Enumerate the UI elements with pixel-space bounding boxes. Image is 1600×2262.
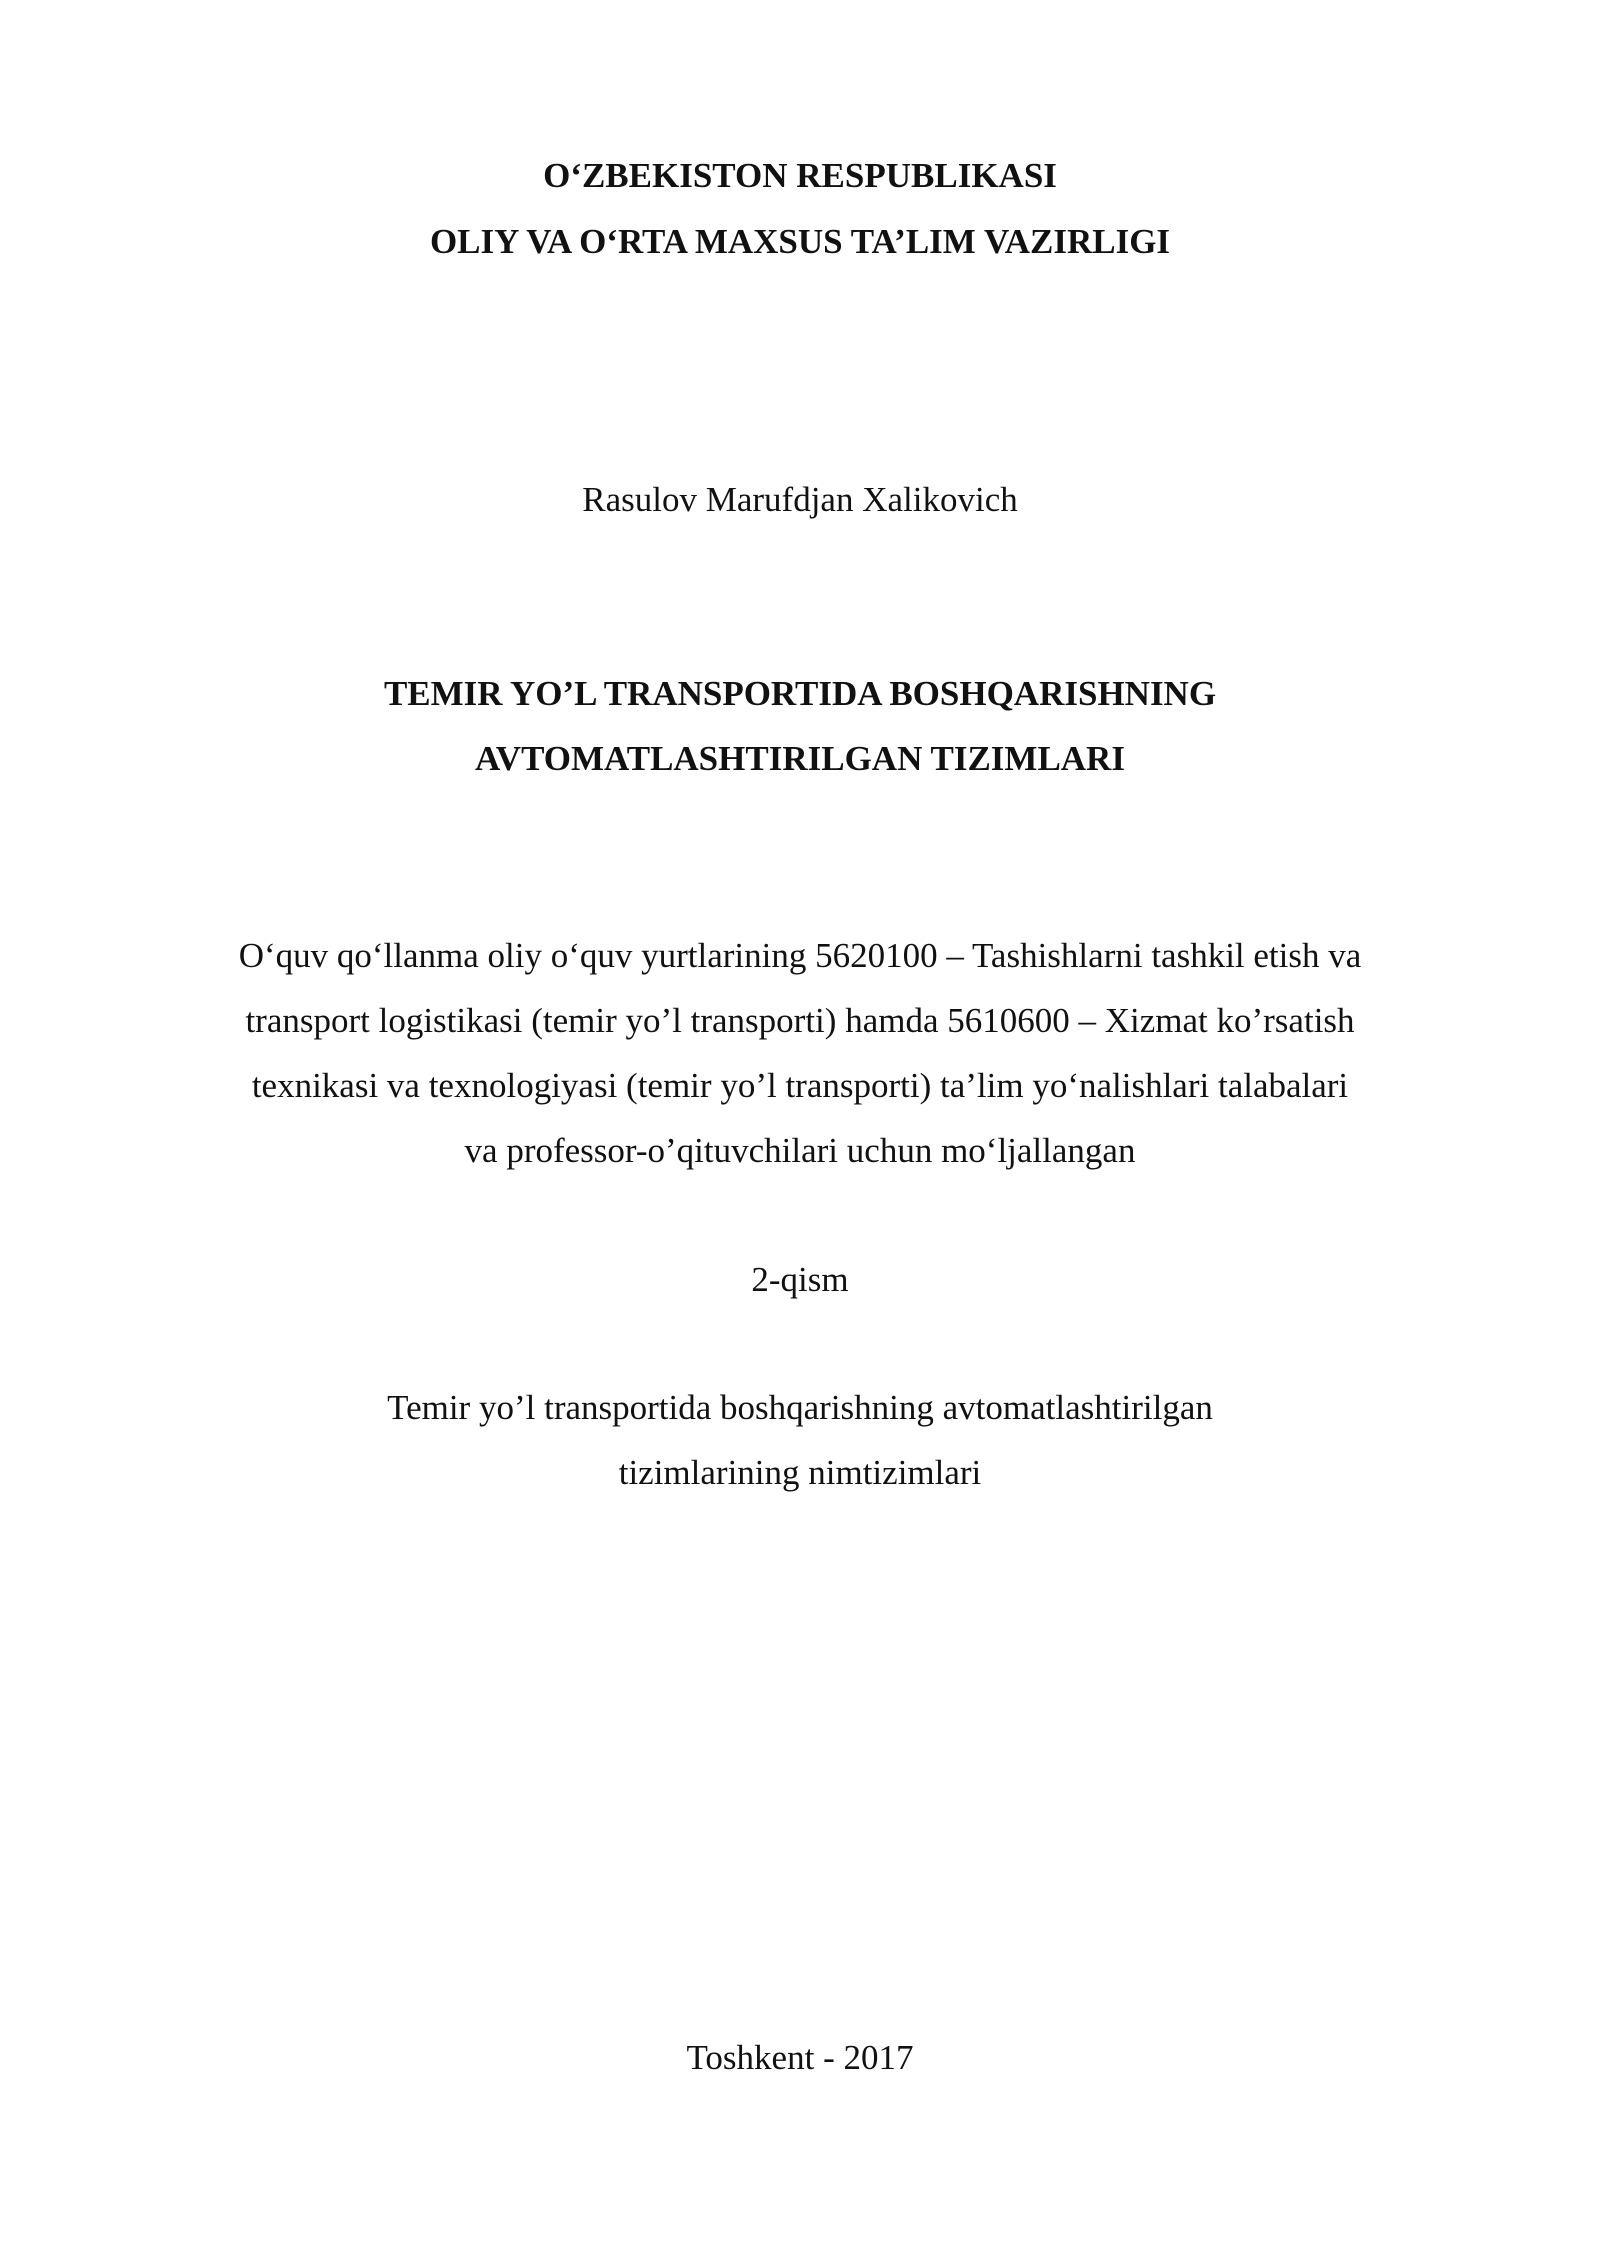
book-title-line-1: TEMIR YO’L TRANSPORTIDA BOSHQARISHNING [383,674,1217,713]
subtitle-line-2: tizimlarining nimtizimlari [618,1453,982,1492]
description-line-2: transport logistikasi (temir yo’l transporti) hamda 5610600 – Xizmat ko’rsatish [245,1001,1355,1040]
description-line-1: O‘quv qo‘llanma oliy o‘quv yurtlarining 5620100 – Tashishlarni tashkil etish va [238,936,1362,975]
part-number: 2-qism [751,1260,849,1299]
subtitle-line-1: Temir yo’l transportida boshqarishning avtomatlashtirilgan [387,1388,1213,1427]
description-line-3: texnikasi va texnologiyasi (temir yo’l transporti) ta’lim yo‘nalishlari talabalari [251,1066,1349,1105]
description-line-4: va professor-o’qituvchilari uchun mo‘ljallangan [464,1131,1136,1170]
place-and-year: Toshkent - 2017 [686,2038,914,2077]
ministry-header-line-1: O‘ZBEKISTON RESPUBLIKASI [543,156,1057,195]
book-title-line-2: AVTOMATLASHTIRILGAN TIZIMLARI [475,739,1125,778]
author-name: Rasulov Marufdjan Xalikovich [582,480,1018,519]
ministry-header-line-2: OLIY VA O‘RTA MAXSUS TA’LIM VAZIRLIGI [429,222,1171,261]
